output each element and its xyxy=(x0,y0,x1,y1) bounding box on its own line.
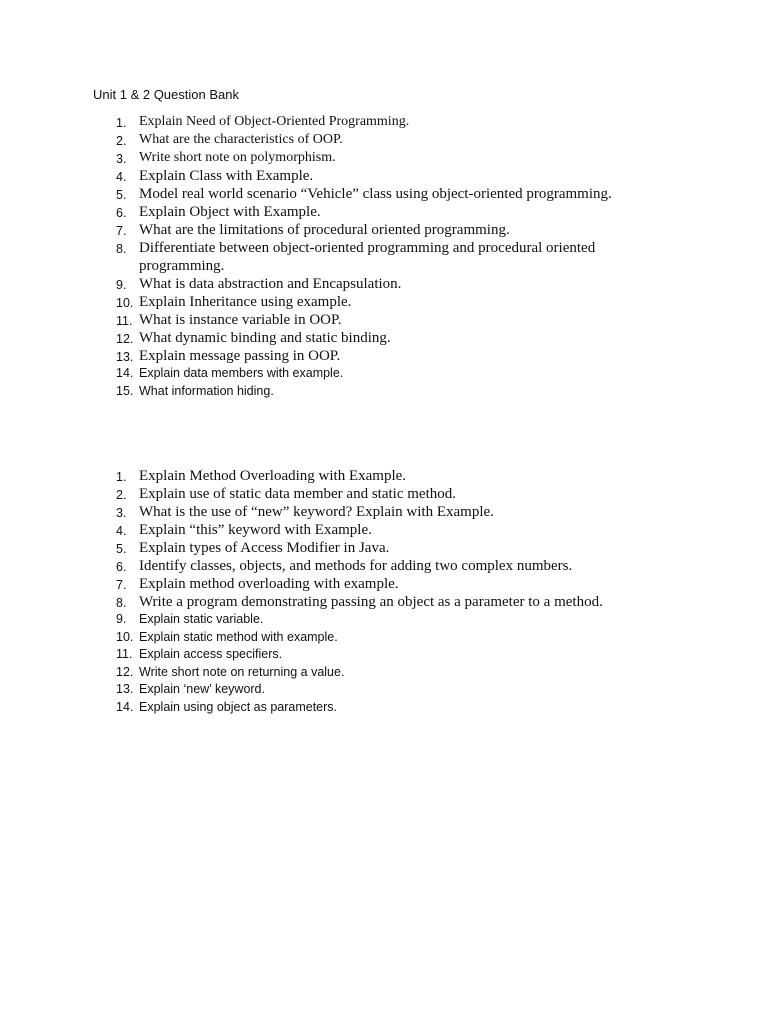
question-item xyxy=(0,347,768,365)
question-text: Differentiate between object-oriented programming and procedural oriented programming. xyxy=(139,240,596,274)
question-text: Write short note on returning a value. xyxy=(139,664,345,679)
question-item xyxy=(0,593,768,611)
question-number: 8. xyxy=(116,242,127,256)
question-number: 8. xyxy=(116,596,127,610)
question-text: Explain Need of Object-Oriented Programming. xyxy=(139,114,410,129)
question-number: 13. xyxy=(116,350,134,364)
question-text: What dynamic binding and static binding. xyxy=(139,330,391,346)
question-text: Explain use of static data member and static method. xyxy=(139,486,456,502)
question-text: Identify classes, objects, and methods for adding two complex numbers. xyxy=(139,558,573,574)
question-number: 4. xyxy=(116,170,127,184)
question-item xyxy=(0,575,768,593)
question-item xyxy=(0,539,768,557)
question-text: Explain Inheritance using example. xyxy=(139,294,352,310)
question-number: 1. xyxy=(116,116,127,130)
question-text: Explain static variable. xyxy=(139,612,264,626)
question-item xyxy=(0,275,768,293)
question-text: Explain method overloading with example. xyxy=(139,576,399,592)
question-item xyxy=(0,611,768,629)
question-item xyxy=(0,629,768,647)
question-number: 11. xyxy=(116,647,133,661)
question-item xyxy=(0,221,768,239)
question-text: What is data abstraction and Encapsulation. xyxy=(139,276,402,292)
question-number: 11. xyxy=(116,314,133,328)
question-text: Explain data members with example. xyxy=(139,366,344,380)
question-text: Model real world scenario “Vehicle” class using object-oriented programming. xyxy=(139,186,612,202)
question-item xyxy=(0,503,768,521)
question-number: 7. xyxy=(116,578,127,592)
question-text: What are the limitations of procedural oriented programming. xyxy=(139,222,510,238)
question-item xyxy=(0,646,768,664)
page-title: Unit 1 & 2 Question Bank xyxy=(93,87,239,102)
question-number: 7. xyxy=(116,224,127,238)
question-item xyxy=(0,521,768,539)
unit1-question-list xyxy=(0,113,768,400)
question-item xyxy=(0,383,768,401)
question-item xyxy=(0,149,768,167)
question-number: 9. xyxy=(116,612,127,626)
question-number: 10. xyxy=(116,296,134,310)
question-number: 10. xyxy=(116,629,134,644)
question-number: 15. xyxy=(116,383,134,398)
question-text: What is instance variable in OOP. xyxy=(139,312,342,328)
question-item xyxy=(0,485,768,503)
question-number: 14. xyxy=(116,699,134,714)
question-item xyxy=(0,131,768,149)
question-item xyxy=(0,681,768,699)
question-text: Explain ‘new’ keyword. xyxy=(139,682,265,696)
question-number: 5. xyxy=(116,542,127,556)
question-text: Explain Class with Example. xyxy=(139,168,314,184)
question-text: Explain “this” keyword with Example. xyxy=(139,522,372,538)
question-item xyxy=(0,557,768,575)
question-number: 9. xyxy=(116,278,127,292)
question-number: 1. xyxy=(116,470,127,484)
question-text: What information hiding. xyxy=(139,383,274,398)
question-number: 13. xyxy=(116,682,134,696)
question-text: What is the use of “new” keyword? Explain with Example. xyxy=(139,504,494,520)
question-item xyxy=(0,185,768,203)
question-number: 12. xyxy=(116,332,134,346)
question-item xyxy=(0,239,768,275)
question-item xyxy=(0,664,768,682)
question-item xyxy=(0,329,768,347)
question-text: Explain Method Overloading with Example. xyxy=(139,468,407,484)
question-text: Write short note on polymorphism. xyxy=(139,150,336,165)
question-number: 14. xyxy=(116,366,134,380)
question-number: 3. xyxy=(116,152,127,166)
question-number: 4. xyxy=(116,524,127,538)
question-item xyxy=(0,167,768,185)
question-number: 12. xyxy=(116,664,134,679)
question-number: 2. xyxy=(116,488,127,502)
question-item xyxy=(0,365,768,383)
question-text: Explain types of Access Modifier in Java. xyxy=(139,540,390,556)
question-number: 6. xyxy=(116,560,127,574)
question-item xyxy=(0,293,768,311)
question-item xyxy=(0,203,768,221)
question-text: Explain message passing in OOP. xyxy=(139,348,341,364)
question-text: Explain Object with Example. xyxy=(139,204,321,220)
question-text: What are the characteristics of OOP. xyxy=(139,132,343,147)
question-item xyxy=(0,699,768,717)
question-text: Explain access specifiers. xyxy=(139,647,283,661)
question-number: 2. xyxy=(116,134,127,148)
question-number: 6. xyxy=(116,206,127,220)
question-text: Explain using object as parameters. xyxy=(139,699,338,714)
unit2-question-list xyxy=(0,467,768,716)
question-item xyxy=(0,467,768,485)
question-item xyxy=(0,311,768,329)
question-text: Explain static method with example. xyxy=(139,629,338,644)
question-number: 5. xyxy=(116,188,127,202)
question-text: Write a program demonstrating passing an object as a parameter to a method. xyxy=(139,594,603,610)
question-number: 3. xyxy=(116,506,127,520)
question-item xyxy=(0,113,768,131)
